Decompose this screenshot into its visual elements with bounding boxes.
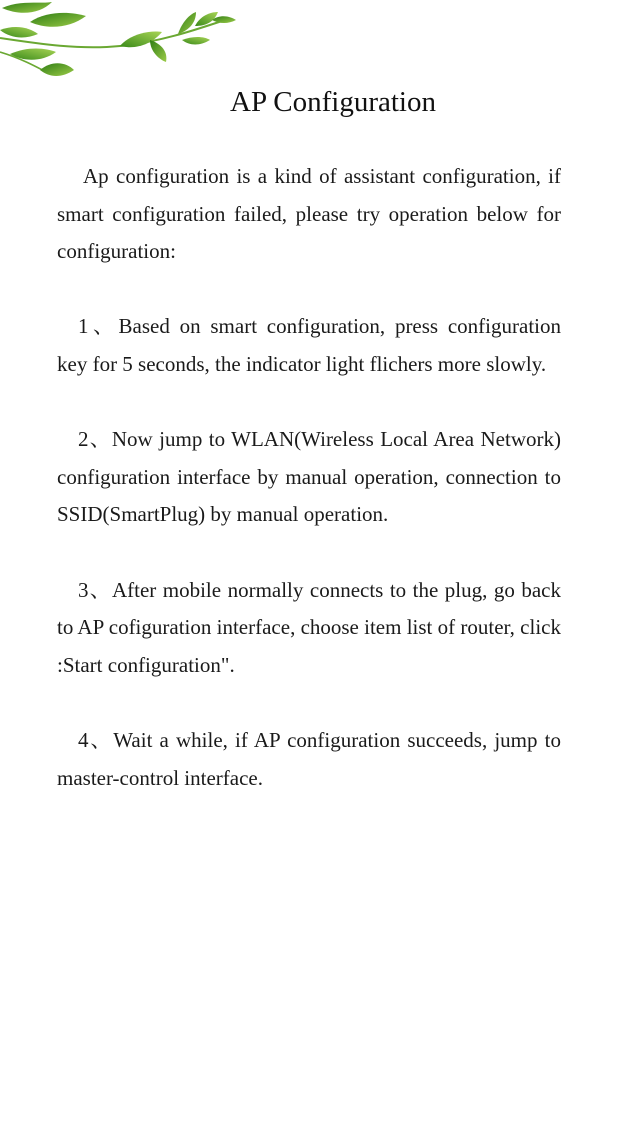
step-1-paragraph: 1、Based on smart configuration, press configuration key for 5 seconds, the indicator light flichers more slowly. xyxy=(57,314,561,376)
leaf-branch-decoration xyxy=(0,0,240,90)
step-3-paragraph: 3、After mobile normally connects to the plug, go back to AP cofiguration interface, choose item list of router, click :Start configuration". xyxy=(57,577,561,677)
step-2-paragraph: 2、Now jump to WLAN(Wireless Local Area Network) configuration interface by manual operation, connection to SSID(SmartPlug) by manual operation. xyxy=(57,427,561,527)
intro-paragraph: Ap configuration is a kind of assistant configuration, if smart configuration failed, please try operation below for configuration: xyxy=(57,164,561,264)
page-title: AP Configuration xyxy=(230,86,436,118)
instructions-body xyxy=(57,158,561,835)
step-4-paragraph: 4、Wait a while, if AP configuration succeeds, jump to master-control interface. xyxy=(57,727,561,790)
